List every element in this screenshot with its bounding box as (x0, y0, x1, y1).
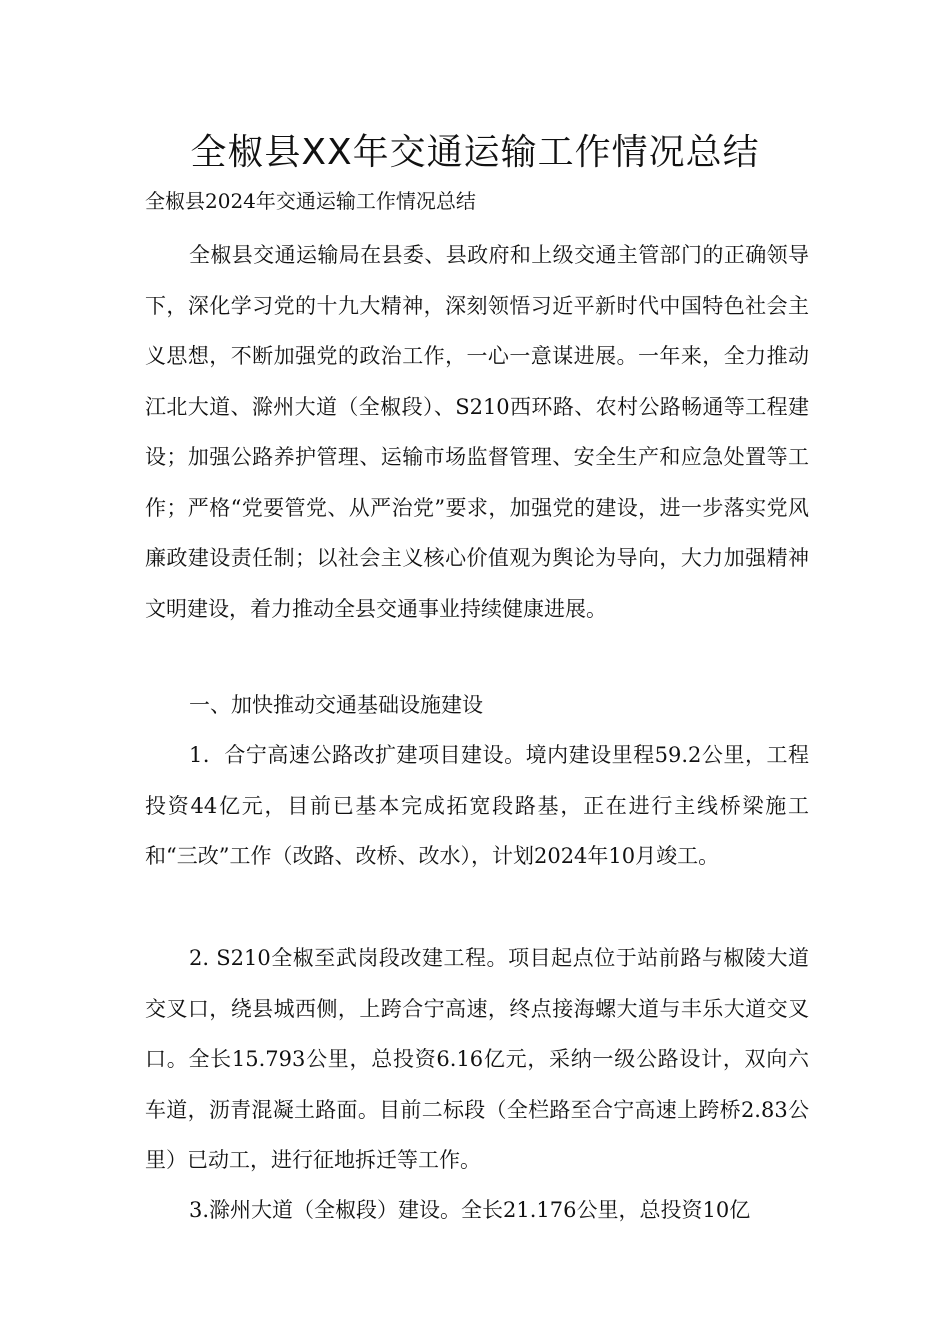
list-item-2: 2. S210全椒至武岗段改建工程。项目起点位于站前路与椒陵大道交叉口，绕县城西侧，上跨合宁高速，终点接海螺大道与丰乐大道交叉口。全长15.793公里，总投资6.16亿元，采纳一级公路设计，双向六车道，沥青混凝土路面。目前二标段（全栏路至合宁高速上跨桥2.83公里）已动工，进行征地拆迁等工作。 (145, 946, 809, 1172)
list-item-1: 1．合宁高速公路改扩建项目建设。境内建设里程59.2公里，工程投资44亿元，目前已基本完成拓宽段路基，正在进行主线桥梁施工和“三改”工作（改路、改桥、改水），计划2024年10月竣工。 (145, 743, 809, 868)
intro-paragraph: 全椒县交通运输局在县委、县政府和上级交通主管部门的正确领导下，深化学习党的十九大精神，深刻领悟习近平新时代中国特色社会主义思想，不断加强党的政治工作，一心一意谋进展。一年来，全力推动江北大道、滁州大道（全椒段）、S210西环路、农村公路畅通等工程建设；加强公路养护管理、运输市场监督管理、安全生产和应急处置等工作；严格“党要管党、从严治党”要求，加强党的建设，进一步落实党风廉政建设责任制；以社会主义核心价值观为舆论为导向，大力加强精神文明建设，着力推动全县交通事业持续健康进展。 (145, 243, 809, 621)
document-title: 全椒县XX年交通运输工作情况总结 (190, 132, 760, 173)
document-subtitle: 全椒县2024年交通运输工作情况总结 (145, 189, 476, 213)
section-heading: 一、加快推动交通基础设施建设 (189, 693, 483, 717)
list-item-3: 3.滁州大道（全椒段）建设。全长21.176公里，总投资10亿 (189, 1198, 751, 1222)
